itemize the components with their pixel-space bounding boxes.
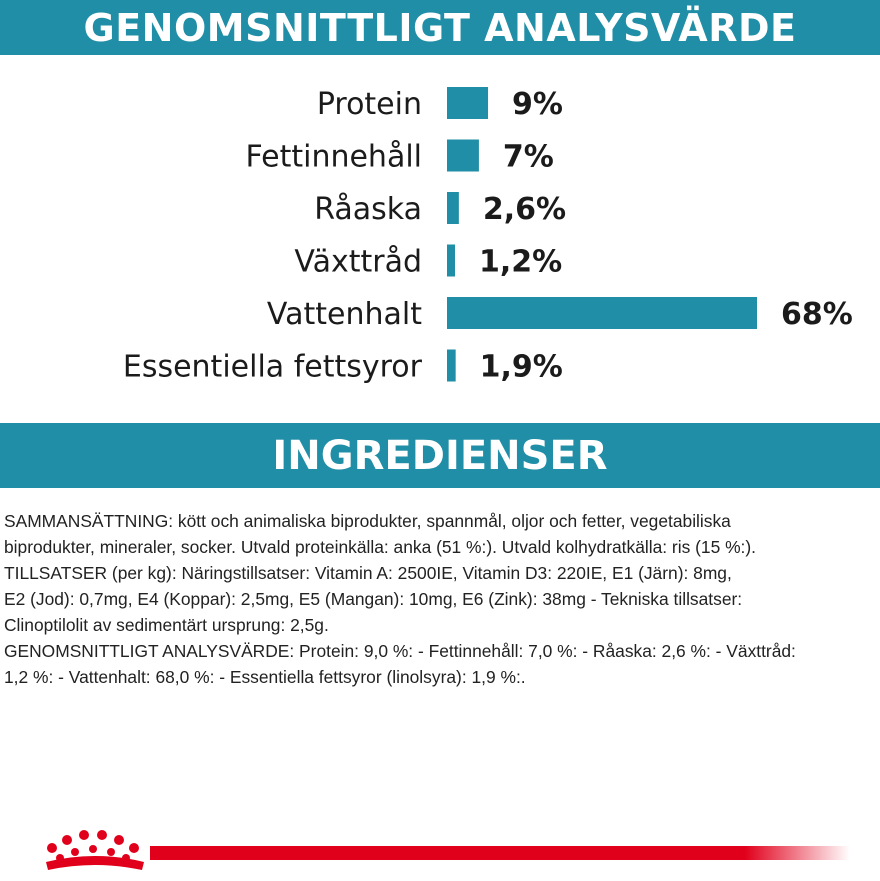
- category-label: Essentiella fettsyror: [122, 349, 422, 385]
- category-label: Växttråd: [294, 244, 422, 280]
- value-label: 68%: [781, 297, 853, 332]
- category-label: Råaska: [314, 192, 422, 227]
- royal-canin-crown-icon: [42, 828, 148, 874]
- value-label: 1,9%: [479, 349, 563, 385]
- bar: [447, 350, 456, 382]
- category-label: Protein: [316, 87, 422, 122]
- value-label: 1,2%: [479, 244, 563, 280]
- category-label: Vattenhalt: [266, 297, 422, 332]
- brand-red-line: [150, 846, 850, 860]
- nutrient-bar-chart: [0, 60, 880, 400]
- bar: [447, 297, 757, 329]
- value-label: 2,6%: [482, 192, 567, 227]
- value-label: 7%: [502, 139, 554, 175]
- bar: [447, 140, 479, 172]
- ingredients-title: INGREDIENSER: [272, 432, 608, 479]
- bar: [447, 87, 488, 119]
- analysis-title: GENOMSNITTLIGT ANALYSVÄRDE: [83, 5, 797, 50]
- analysis-banner: [0, 0, 880, 55]
- ingredients-text: SAMMANSÄTTNING: kött och animaliska biprodukter, spannmål, oljor och fetter, vegetabiliska biprodukter, mineraler, socker. Utvald proteinkälla: anka (51 %:). Utvald kolhydratkälla: ris (15 %:). TILLSATSER (per kg): Näringstillsatser: Vitamin A: 2500IE, Vitamin D3: 220IE, E1 (Järn): 8mg, E2 (Jod): 0,7mg, E4 (Koppar): 2,5mg, E5 (Mangan): 10mg, E6 (Zink): 38mg - Tekniska tillsatser: Clinoptilolit av sedimentärt ursprung: 2,5g. GENOMSNITTLIGT ANALYSVÄRDE: Protein: 9,0 %: - Fettinnehåll: 7,0 %: - Råaska: 2,6 %: - Växttråd: 1,2 %: - Vattenhalt: 68,0 %: - Essentiella fettsyror (linolsyra): 1,9 %:.: [4, 511, 796, 687]
- bar: [447, 245, 455, 277]
- value-label: 9%: [512, 87, 563, 122]
- category-label: Fettinnehåll: [245, 139, 422, 175]
- ingredients-banner: [0, 423, 880, 488]
- bar: [447, 192, 459, 224]
